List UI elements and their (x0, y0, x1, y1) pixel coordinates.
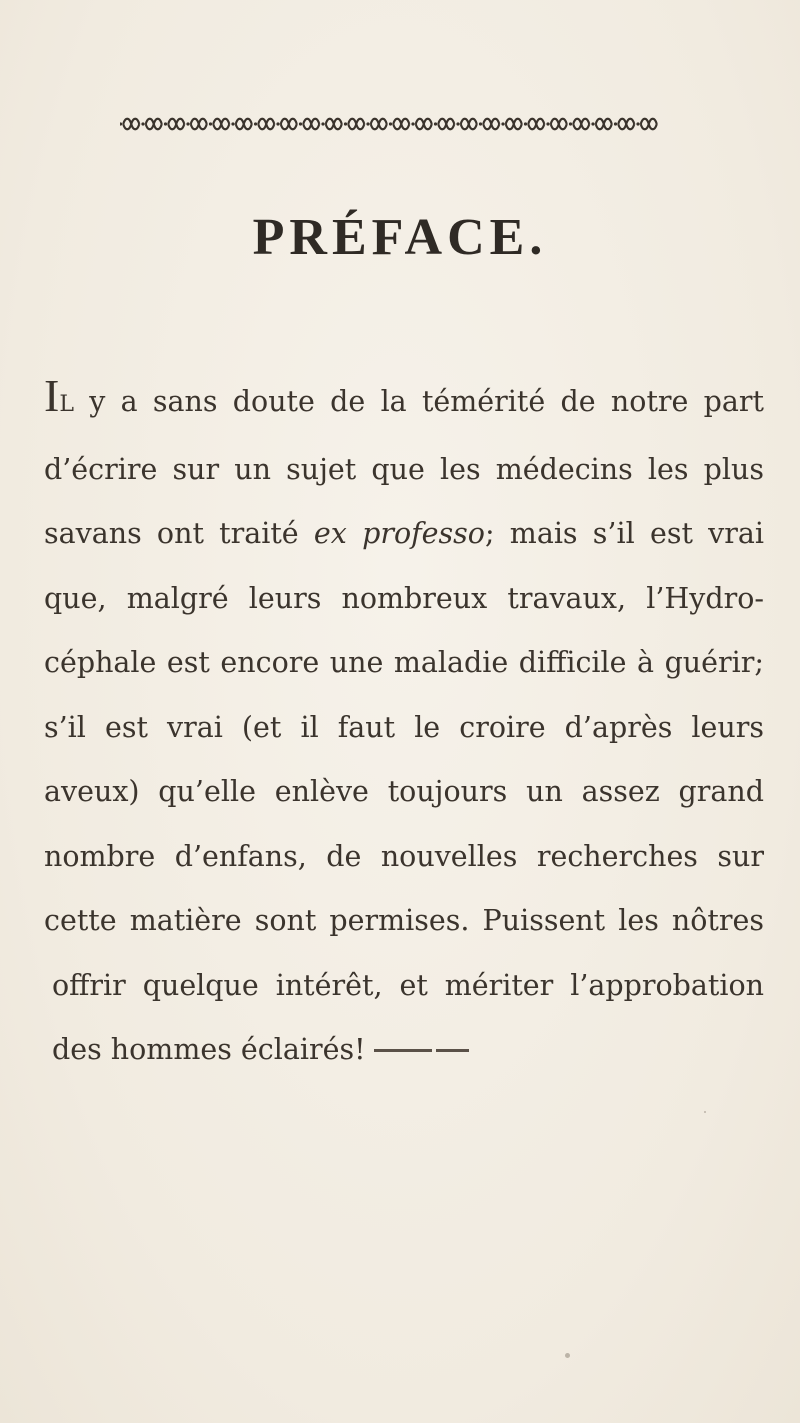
text-line-1: IL y a sans doute de la témérité de notre part (44, 370, 764, 421)
ornamental-header-band (120, 114, 660, 134)
text-line-2: d’écrire sur un sujet que les médecins les plus (44, 452, 764, 486)
paper-speck (704, 1111, 706, 1113)
text-line-7: aveux) qu’elle enlève toujours un assez grand (44, 775, 764, 808)
page-title: PRÉFACE. (252, 209, 548, 266)
text-line-4: que, malgré leurs nombreux travaux, l’Hydro- (44, 581, 764, 615)
text-line-3: savans ont traité ex professo; mais s’il est vrai (44, 517, 764, 550)
paper-speck (565, 1353, 570, 1358)
text-line-9: cette matière sont permises. Puissent les nôtres (44, 904, 764, 937)
drop-cap: I (44, 370, 60, 421)
text-line-8: nombre d’enfans, de nouvelles recherches sur (44, 839, 764, 873)
text-line-6: s’il est vrai (et il faut le croire d’après leurs (44, 710, 764, 744)
text-line-11: des hommes éclairés! (52, 1033, 366, 1066)
preface-paragraph (44, 370, 764, 1083)
end-rule (374, 1048, 469, 1053)
small-cap: L (59, 392, 74, 417)
latin-phrase: ex professo (313, 517, 485, 550)
text-line-10: offrir quelque intérêt, et mériter l’approbation (52, 968, 764, 1002)
text-line-5: céphale est encore une maladie difficile à guérir; (44, 646, 764, 679)
